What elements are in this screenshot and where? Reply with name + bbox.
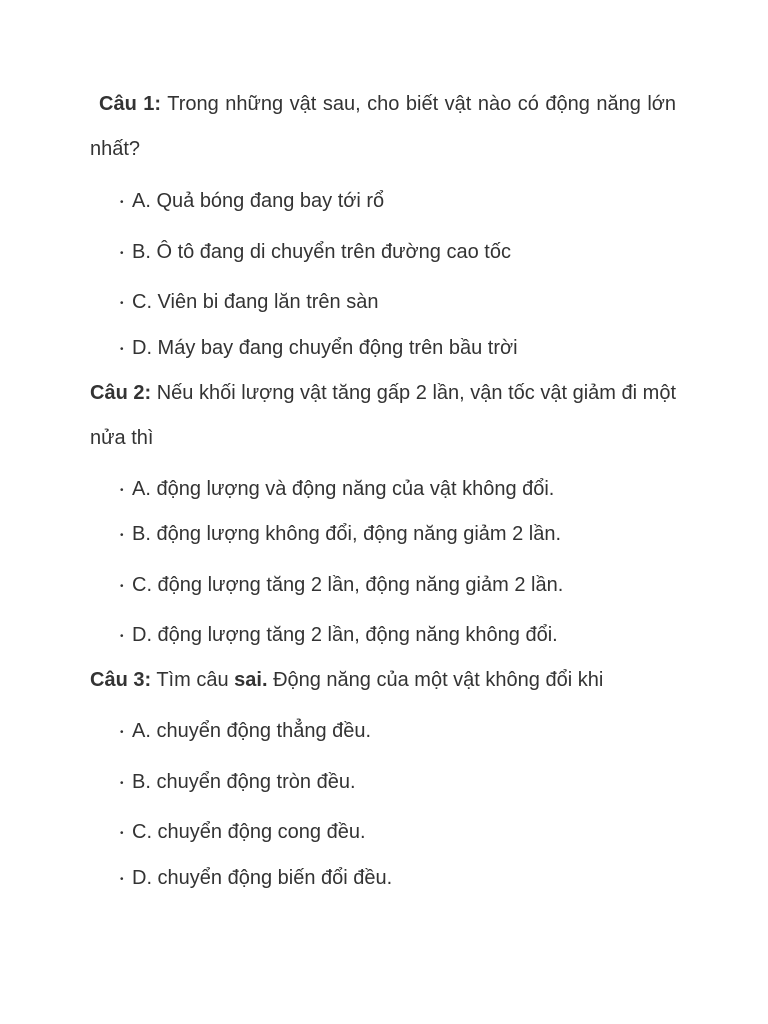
option-text: A. động lượng và động năng của vật không đổi. bbox=[132, 478, 555, 500]
question-2-option-b bbox=[120, 521, 562, 547]
option-text: A. chuyển động thẳng đều. bbox=[132, 720, 372, 742]
option-text: D. Máy bay đang chuyển động trên bầu trời bbox=[132, 337, 518, 359]
question-2-text: Nếu khối lượng vật tăng gấp 2 lần, vận tốc vật giảm đi một nửa thì bbox=[90, 382, 677, 449]
option-text: C. động lượng tăng 2 lần, động năng giảm 2 lần. bbox=[132, 574, 564, 596]
question-1 bbox=[90, 82, 676, 172]
option-text: D. chuyển động biến đổi đều. bbox=[132, 867, 393, 889]
question-2-option-d bbox=[120, 622, 558, 648]
option-text: C. Viên bi đang lăn trên sàn bbox=[132, 291, 379, 313]
question-2-label: Câu 2: bbox=[90, 382, 152, 404]
question-3 bbox=[90, 658, 676, 703]
question-1-option-d bbox=[120, 335, 518, 361]
bullet-icon: • bbox=[120, 485, 124, 496]
question-3-option-c bbox=[120, 819, 366, 845]
option-text: A. Quả bóng đang bay tới rổ bbox=[132, 190, 385, 212]
bullet-icon: • bbox=[120, 727, 124, 738]
bullet-icon: • bbox=[120, 828, 124, 839]
bullet-icon: • bbox=[120, 874, 124, 885]
question-3-option-b bbox=[120, 769, 356, 795]
question-3-option-d bbox=[120, 865, 393, 891]
question-1-option-a bbox=[120, 188, 385, 214]
bullet-icon: • bbox=[120, 344, 124, 355]
bullet-icon: • bbox=[120, 631, 124, 642]
option-text: D. động lượng tăng 2 lần, động năng không đổi. bbox=[132, 624, 558, 646]
question-3-text-before: Tìm câu bbox=[156, 669, 229, 691]
option-text: B. động lượng không đổi, động năng giảm 2 lần. bbox=[132, 523, 562, 545]
question-3-label: Câu 3: bbox=[90, 669, 152, 691]
question-2 bbox=[90, 371, 676, 461]
bullet-icon: • bbox=[120, 248, 124, 259]
bullet-icon: • bbox=[120, 778, 124, 789]
option-text: C. chuyển động cong đều. bbox=[132, 821, 366, 843]
bullet-icon: • bbox=[120, 197, 124, 208]
option-text: B. Ô tô đang di chuyển trên đường cao tốc bbox=[132, 241, 511, 263]
question-2-option-c bbox=[120, 572, 564, 598]
question-1-option-b bbox=[120, 239, 511, 265]
question-1-option-c bbox=[120, 289, 379, 315]
bullet-icon: • bbox=[120, 298, 124, 309]
question-3-emphasis: sai. bbox=[234, 669, 268, 691]
question-1-text: Trong những vật sau, cho biết vật nào có động năng lớn nhất? bbox=[90, 93, 676, 160]
question-3-option-a bbox=[120, 718, 372, 744]
question-1-label: Câu 1: bbox=[99, 93, 162, 115]
bullet-icon: • bbox=[120, 530, 124, 541]
question-3-text-after: Động năng của một vật không đổi khi bbox=[273, 669, 604, 691]
bullet-icon: • bbox=[120, 581, 124, 592]
question-2-option-a bbox=[120, 476, 555, 502]
option-text: B. chuyển động tròn đều. bbox=[132, 771, 356, 793]
